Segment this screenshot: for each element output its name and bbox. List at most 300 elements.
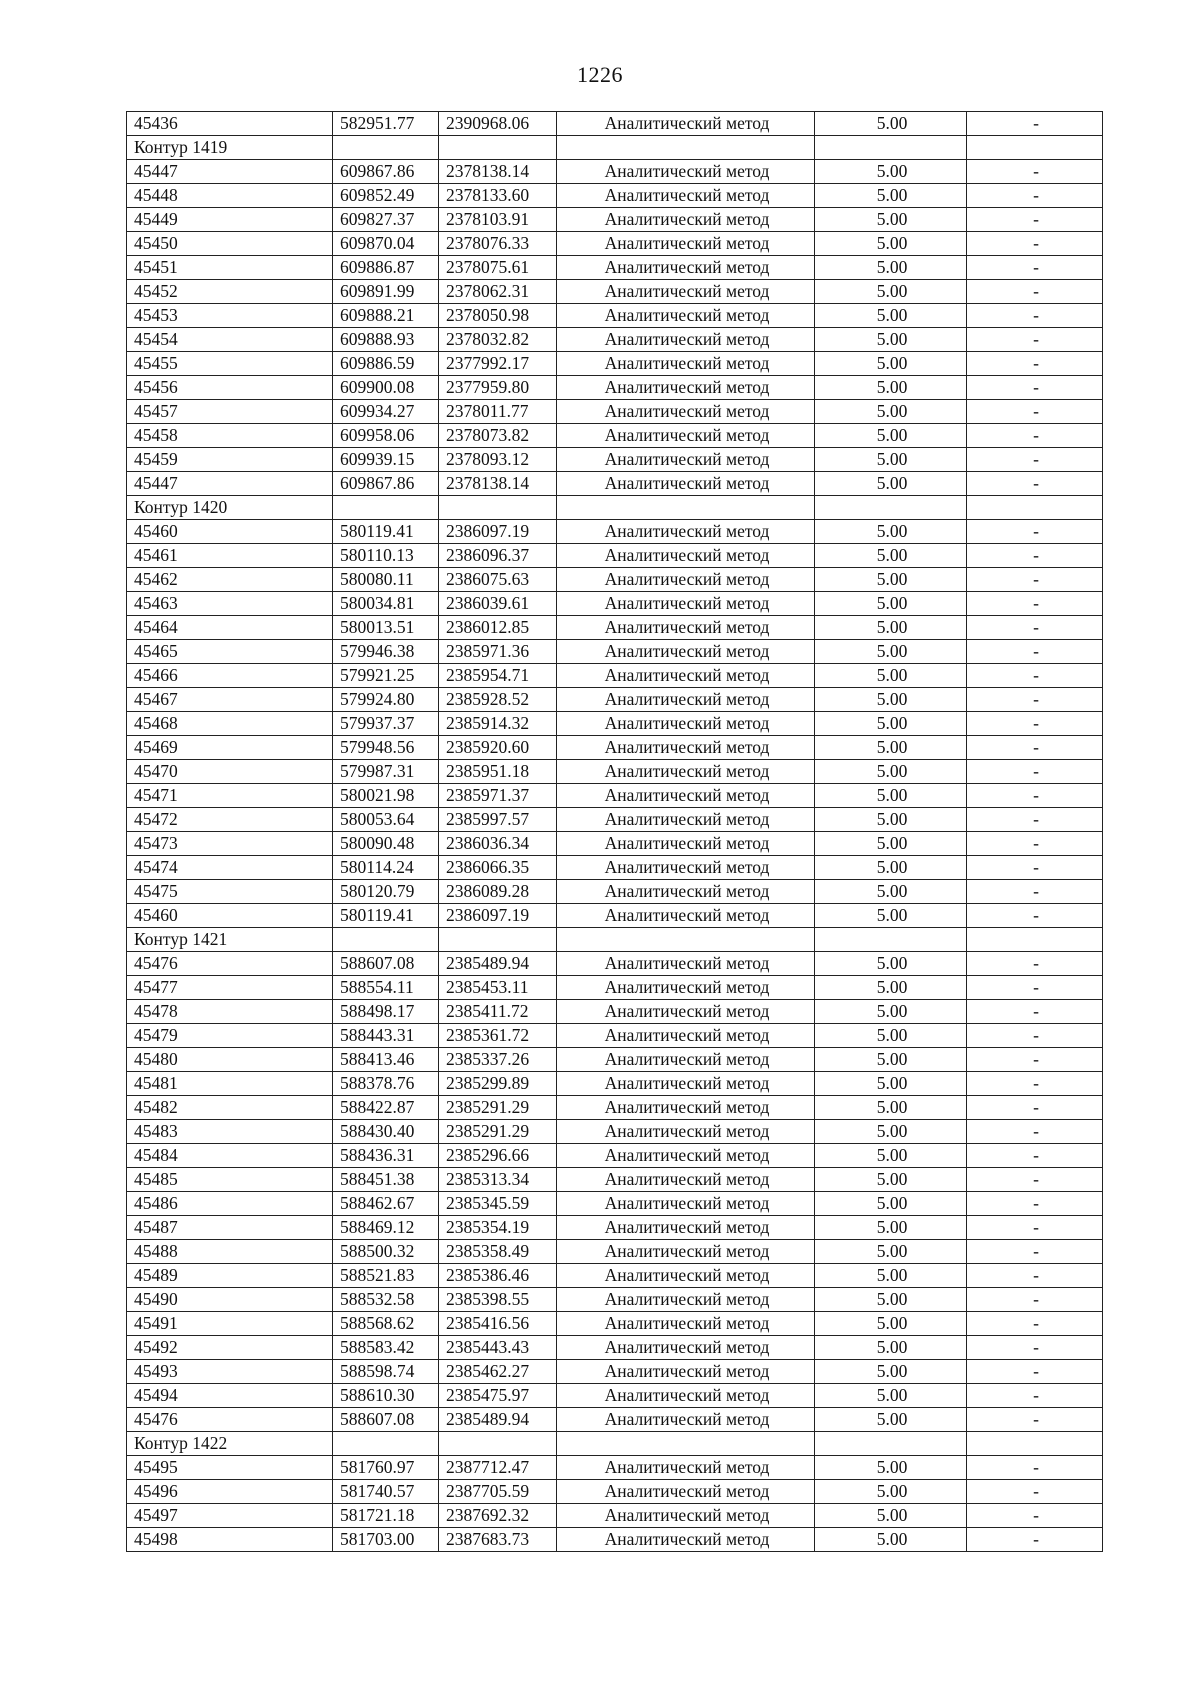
table-row [127,784,1103,808]
table-row [127,1000,1103,1024]
contour-header-row [127,496,1103,520]
point-number-cell: 45483 [127,1120,333,1144]
method-cell: Аналитический метод [557,376,815,400]
y-coordinate-cell: 2385475.97 [439,1384,557,1408]
y-coordinate-cell: 2385928.52 [439,688,557,712]
accuracy-cell: 5.00 [815,280,967,304]
method-cell: Аналитический метод [557,616,815,640]
point-number-cell: 45490 [127,1288,333,1312]
empty-x-cell [333,928,439,952]
note-cell: - [967,880,1103,904]
table-row [127,1288,1103,1312]
note-cell: - [967,376,1103,400]
point-number-cell: 45468 [127,712,333,736]
table-row [127,232,1103,256]
note-cell: - [967,1000,1103,1024]
method-cell: Аналитический метод [557,688,815,712]
method-cell: Аналитический метод [557,1456,815,1480]
accuracy-cell: 5.00 [815,1504,967,1528]
note-cell: - [967,1360,1103,1384]
y-coordinate-cell: 2378138.14 [439,160,557,184]
accuracy-cell: 5.00 [815,688,967,712]
table-row [127,400,1103,424]
y-coordinate-cell: 2385386.46 [439,1264,557,1288]
method-cell: Аналитический метод [557,1504,815,1528]
table-row [127,664,1103,688]
note-cell: - [967,280,1103,304]
note-cell: - [967,760,1103,784]
note-cell: - [967,1336,1103,1360]
y-coordinate-cell: 2385914.32 [439,712,557,736]
table-row [127,808,1103,832]
y-coordinate-cell: 2378093.12 [439,448,557,472]
note-cell: - [967,1024,1103,1048]
method-cell: Аналитический метод [557,208,815,232]
y-coordinate-cell: 2385299.89 [439,1072,557,1096]
note-cell: - [967,1144,1103,1168]
table-row [127,448,1103,472]
method-cell: Аналитический метод [557,1360,815,1384]
x-coordinate-cell: 588610.30 [333,1384,439,1408]
y-coordinate-cell: 2385971.36 [439,640,557,664]
table-row [127,376,1103,400]
method-cell: Аналитический метод [557,976,815,1000]
x-coordinate-cell: 579948.56 [333,736,439,760]
y-coordinate-cell: 2386036.34 [439,832,557,856]
accuracy-cell: 5.00 [815,1168,967,1192]
method-cell: Аналитический метод [557,1240,815,1264]
point-number-cell: 45461 [127,544,333,568]
y-coordinate-cell: 2386097.19 [439,904,557,928]
accuracy-cell: 5.00 [815,112,967,136]
accuracy-cell: 5.00 [815,760,967,784]
accuracy-cell: 5.00 [815,616,967,640]
y-coordinate-cell: 2385345.59 [439,1192,557,1216]
y-coordinate-cell: 2385997.57 [439,808,557,832]
point-number-cell: 45462 [127,568,333,592]
point-number-cell: 45449 [127,208,333,232]
note-cell: - [967,616,1103,640]
accuracy-cell: 5.00 [815,328,967,352]
x-coordinate-cell: 588443.31 [333,1024,439,1048]
point-number-cell: 45450 [127,232,333,256]
note-cell: - [967,1048,1103,1072]
method-cell: Аналитический метод [557,1408,815,1432]
method-cell: Аналитический метод [557,1024,815,1048]
table-row [127,520,1103,544]
note-cell: - [967,112,1103,136]
point-number-cell: 45457 [127,400,333,424]
accuracy-cell: 5.00 [815,1264,967,1288]
note-cell: - [967,856,1103,880]
accuracy-cell: 5.00 [815,304,967,328]
accuracy-cell: 5.00 [815,1144,967,1168]
note-cell: - [967,160,1103,184]
x-coordinate-cell: 609891.99 [333,280,439,304]
note-cell: - [967,592,1103,616]
x-coordinate-cell: 581703.00 [333,1528,439,1552]
method-cell: Аналитический метод [557,760,815,784]
x-coordinate-cell: 579987.31 [333,760,439,784]
table-row [127,1264,1103,1288]
x-coordinate-cell: 609888.93 [333,328,439,352]
y-coordinate-cell: 2385489.94 [439,1408,557,1432]
x-coordinate-cell: 588500.32 [333,1240,439,1264]
point-number-cell: 45465 [127,640,333,664]
method-cell: Аналитический метод [557,736,815,760]
point-number-cell: 45478 [127,1000,333,1024]
note-cell: - [967,1528,1103,1552]
method-cell: Аналитический метод [557,1000,815,1024]
x-coordinate-cell: 588469.12 [333,1216,439,1240]
point-number-cell: 45482 [127,1096,333,1120]
contour-header-row [127,928,1103,952]
table-row [127,640,1103,664]
method-cell: Аналитический метод [557,880,815,904]
method-cell: Аналитический метод [557,1264,815,1288]
point-number-cell: 45460 [127,520,333,544]
point-number-cell: 45463 [127,592,333,616]
method-cell: Аналитический метод [557,832,815,856]
accuracy-cell: 5.00 [815,520,967,544]
accuracy-cell: 5.00 [815,592,967,616]
method-cell: Аналитический метод [557,1384,815,1408]
accuracy-cell: 5.00 [815,856,967,880]
method-cell: Аналитический метод [557,1312,815,1336]
y-coordinate-cell: 2378050.98 [439,304,557,328]
method-cell: Аналитический метод [557,568,815,592]
accuracy-cell: 5.00 [815,160,967,184]
x-coordinate-cell: 588607.08 [333,1408,439,1432]
method-cell: Аналитический метод [557,1048,815,1072]
y-coordinate-cell: 2385358.49 [439,1240,557,1264]
method-cell: Аналитический метод [557,448,815,472]
table-row [127,904,1103,928]
contour-label: Контур 1422 [127,1432,333,1456]
accuracy-cell: 5.00 [815,736,967,760]
x-coordinate-cell: 588498.17 [333,1000,439,1024]
method-cell: Аналитический метод [557,1120,815,1144]
note-cell: - [967,232,1103,256]
contour-label: Контур 1421 [127,928,333,952]
note-cell: - [967,1192,1103,1216]
y-coordinate-cell: 2386075.63 [439,568,557,592]
note-cell: - [967,520,1103,544]
x-coordinate-cell: 580119.41 [333,904,439,928]
method-cell: Аналитический метод [557,952,815,976]
y-coordinate-cell: 2385411.72 [439,1000,557,1024]
y-coordinate-cell: 2385398.55 [439,1288,557,1312]
point-number-cell: 45493 [127,1360,333,1384]
table-row [127,952,1103,976]
table-row [127,736,1103,760]
accuracy-cell: 5.00 [815,784,967,808]
accuracy-cell: 5.00 [815,1288,967,1312]
table-row [127,184,1103,208]
point-number-cell: 45486 [127,1192,333,1216]
accuracy-cell: 5.00 [815,1528,967,1552]
table-row [127,160,1103,184]
x-coordinate-cell: 588583.42 [333,1336,439,1360]
note-cell: - [967,424,1103,448]
point-number-cell: 45466 [127,664,333,688]
empty-accuracy-cell [815,928,967,952]
x-coordinate-cell: 579946.38 [333,640,439,664]
method-cell: Аналитический метод [557,280,815,304]
accuracy-cell: 5.00 [815,1216,967,1240]
x-coordinate-cell: 580119.41 [333,520,439,544]
table-row [127,616,1103,640]
y-coordinate-cell: 2386066.35 [439,856,557,880]
note-cell: - [967,1288,1103,1312]
point-number-cell: 45453 [127,304,333,328]
point-number-cell: 45475 [127,880,333,904]
y-coordinate-cell: 2387705.59 [439,1480,557,1504]
note-cell: - [967,1456,1103,1480]
accuracy-cell: 5.00 [815,808,967,832]
point-number-cell: 45480 [127,1048,333,1072]
method-cell: Аналитический метод [557,352,815,376]
point-number-cell: 45436 [127,112,333,136]
method-cell: Аналитический метод [557,232,815,256]
table-row [127,208,1103,232]
point-number-cell: 45464 [127,616,333,640]
note-cell: - [967,1096,1103,1120]
table-row [127,112,1103,136]
point-number-cell: 45460 [127,904,333,928]
accuracy-cell: 5.00 [815,184,967,208]
accuracy-cell: 5.00 [815,880,967,904]
method-cell: Аналитический метод [557,328,815,352]
accuracy-cell: 5.00 [815,400,967,424]
table-row [127,1408,1103,1432]
accuracy-cell: 5.00 [815,568,967,592]
table-row [127,1480,1103,1504]
x-coordinate-cell: 609867.86 [333,472,439,496]
method-cell: Аналитический метод [557,424,815,448]
note-cell: - [967,1504,1103,1528]
accuracy-cell: 5.00 [815,952,967,976]
x-coordinate-cell: 581760.97 [333,1456,439,1480]
method-cell: Аналитический метод [557,520,815,544]
y-coordinate-cell: 2378133.60 [439,184,557,208]
y-coordinate-cell: 2385313.34 [439,1168,557,1192]
x-coordinate-cell: 580120.79 [333,880,439,904]
x-coordinate-cell: 588532.58 [333,1288,439,1312]
table-row [127,1120,1103,1144]
note-cell: - [967,328,1103,352]
x-coordinate-cell: 588422.87 [333,1096,439,1120]
point-number-cell: 45447 [127,472,333,496]
contour-header-row [127,136,1103,160]
point-number-cell: 45473 [127,832,333,856]
table-row [127,1192,1103,1216]
method-cell: Аналитический метод [557,1168,815,1192]
note-cell: - [967,1168,1103,1192]
point-number-cell: 45497 [127,1504,333,1528]
method-cell: Аналитический метод [557,1336,815,1360]
method-cell: Аналитический метод [557,160,815,184]
x-coordinate-cell: 609886.59 [333,352,439,376]
table-row [127,544,1103,568]
table-row [127,1072,1103,1096]
y-coordinate-cell: 2377959.80 [439,376,557,400]
y-coordinate-cell: 2386096.37 [439,544,557,568]
method-cell: Аналитический метод [557,400,815,424]
x-coordinate-cell: 580053.64 [333,808,439,832]
point-number-cell: 45481 [127,1072,333,1096]
note-cell: - [967,1120,1103,1144]
point-number-cell: 45476 [127,1408,333,1432]
x-coordinate-cell: 609958.06 [333,424,439,448]
empty-method-cell [557,136,815,160]
table-row [127,1168,1103,1192]
x-coordinate-cell: 609888.21 [333,304,439,328]
table-row [127,352,1103,376]
table-row [127,760,1103,784]
empty-accuracy-cell [815,496,967,520]
note-cell: - [967,1264,1103,1288]
x-coordinate-cell: 588378.76 [333,1072,439,1096]
note-cell: - [967,352,1103,376]
table-row [127,1528,1103,1552]
note-cell: - [967,1072,1103,1096]
accuracy-cell: 5.00 [815,352,967,376]
point-number-cell: 45472 [127,808,333,832]
method-cell: Аналитический метод [557,1072,815,1096]
x-coordinate-cell: 588598.74 [333,1360,439,1384]
table-row [127,328,1103,352]
point-number-cell: 45455 [127,352,333,376]
table-row [127,568,1103,592]
point-number-cell: 45451 [127,256,333,280]
x-coordinate-cell: 588430.40 [333,1120,439,1144]
accuracy-cell: 5.00 [815,1120,967,1144]
method-cell: Аналитический метод [557,544,815,568]
table-row [127,688,1103,712]
x-coordinate-cell: 580090.48 [333,832,439,856]
note-cell: - [967,184,1103,208]
y-coordinate-cell: 2385954.71 [439,664,557,688]
note-cell: - [967,904,1103,928]
point-number-cell: 45484 [127,1144,333,1168]
point-number-cell: 45489 [127,1264,333,1288]
contour-header-row [127,1432,1103,1456]
note-cell: - [967,712,1103,736]
note-cell: - [967,1384,1103,1408]
accuracy-cell: 5.00 [815,544,967,568]
x-coordinate-cell: 588607.08 [333,952,439,976]
table-row [127,856,1103,880]
point-number-cell: 45454 [127,328,333,352]
x-coordinate-cell: 588521.83 [333,1264,439,1288]
y-coordinate-cell: 2385361.72 [439,1024,557,1048]
x-coordinate-cell: 579924.80 [333,688,439,712]
table-row [127,1504,1103,1528]
y-coordinate-cell: 2390968.06 [439,112,557,136]
x-coordinate-cell: 580013.51 [333,616,439,640]
table-row [127,1456,1103,1480]
method-cell: Аналитический метод [557,808,815,832]
note-cell: - [967,976,1103,1000]
y-coordinate-cell: 2387683.73 [439,1528,557,1552]
x-coordinate-cell: 588568.62 [333,1312,439,1336]
point-number-cell: 45459 [127,448,333,472]
empty-method-cell [557,496,815,520]
empty-note-cell [967,1432,1103,1456]
accuracy-cell: 5.00 [815,712,967,736]
accuracy-cell: 5.00 [815,904,967,928]
method-cell: Аналитический метод [557,1288,815,1312]
accuracy-cell: 5.00 [815,976,967,1000]
note-cell: - [967,256,1103,280]
accuracy-cell: 5.00 [815,1048,967,1072]
y-coordinate-cell: 2378062.31 [439,280,557,304]
point-number-cell: 45471 [127,784,333,808]
y-coordinate-cell: 2385354.19 [439,1216,557,1240]
note-cell: - [967,568,1103,592]
y-coordinate-cell: 2385489.94 [439,952,557,976]
note-cell: - [967,952,1103,976]
table-row [127,592,1103,616]
note-cell: - [967,544,1103,568]
x-coordinate-cell: 580021.98 [333,784,439,808]
x-coordinate-cell: 588451.38 [333,1168,439,1192]
point-number-cell: 45477 [127,976,333,1000]
accuracy-cell: 5.00 [815,424,967,448]
empty-x-cell [333,1432,439,1456]
table-row [127,832,1103,856]
table-row [127,1144,1103,1168]
point-number-cell: 45467 [127,688,333,712]
x-coordinate-cell: 609827.37 [333,208,439,232]
table-row [127,472,1103,496]
y-coordinate-cell: 2385920.60 [439,736,557,760]
note-cell: - [967,832,1103,856]
accuracy-cell: 5.00 [815,208,967,232]
point-number-cell: 45469 [127,736,333,760]
y-coordinate-cell: 2378075.61 [439,256,557,280]
accuracy-cell: 5.00 [815,1000,967,1024]
y-coordinate-cell: 2385971.37 [439,784,557,808]
table-row [127,1240,1103,1264]
y-coordinate-cell: 2386012.85 [439,616,557,640]
y-coordinate-cell: 2385453.11 [439,976,557,1000]
empty-method-cell [557,928,815,952]
empty-note-cell [967,496,1103,520]
y-coordinate-cell: 2378073.82 [439,424,557,448]
x-coordinate-cell: 580114.24 [333,856,439,880]
accuracy-cell: 5.00 [815,1336,967,1360]
point-number-cell: 45485 [127,1168,333,1192]
x-coordinate-cell: 609934.27 [333,400,439,424]
table-row [127,1024,1103,1048]
method-cell: Аналитический метод [557,1144,815,1168]
accuracy-cell: 5.00 [815,832,967,856]
x-coordinate-cell: 609886.87 [333,256,439,280]
method-cell: Аналитический метод [557,1528,815,1552]
note-cell: - [967,448,1103,472]
note-cell: - [967,784,1103,808]
empty-y-cell [439,136,557,160]
point-number-cell: 45495 [127,1456,333,1480]
y-coordinate-cell: 2385951.18 [439,760,557,784]
note-cell: - [967,304,1103,328]
method-cell: Аналитический метод [557,472,815,496]
x-coordinate-cell: 609900.08 [333,376,439,400]
y-coordinate-cell: 2377992.17 [439,352,557,376]
y-coordinate-cell: 2378138.14 [439,472,557,496]
